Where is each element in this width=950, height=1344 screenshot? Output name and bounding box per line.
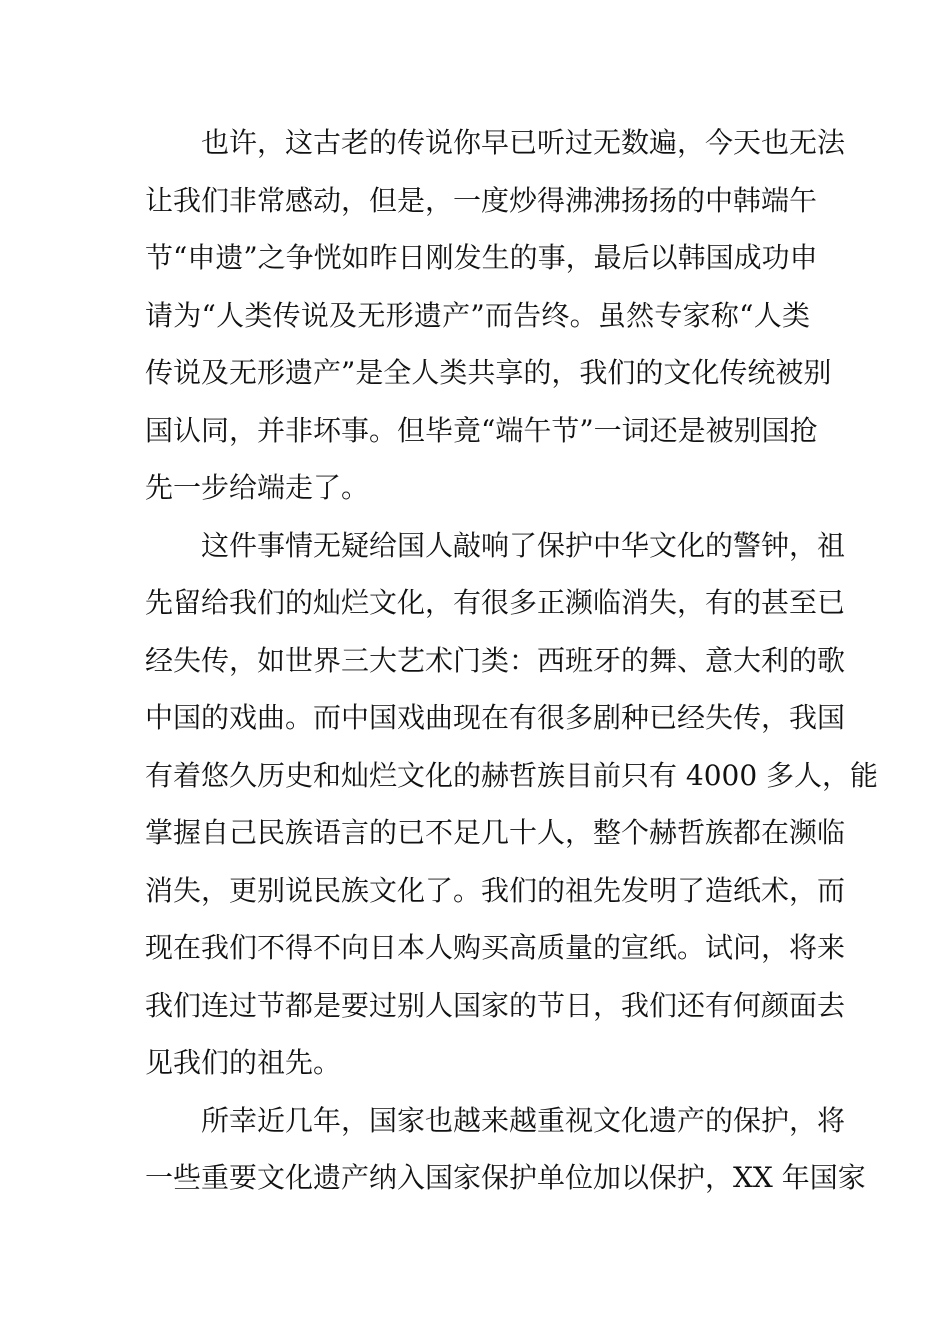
text-line: 所幸近几年，国家也越来越重视文化遗产的保护，将 xyxy=(201,1103,846,1137)
paragraph-2 xyxy=(145,523,879,1098)
text-line: 一些重要文化遗产纳入国家保护单位加以保护，XX 年国家 xyxy=(145,1161,866,1194)
text-line: 中国的戏曲。而中国戏曲现在有很多剧种已经失传，我国 xyxy=(145,701,846,734)
paragraph-1 xyxy=(145,120,846,523)
text-line: 有着悠久历史和灿烂文化的赫哲族目前只有 4000 多人，能 xyxy=(145,758,879,792)
text-line: 先留给我们的灿烂文化，有很多正濒临消失，有的甚至已 xyxy=(145,586,846,619)
text-line: 现在我们不得不向日本人购买高质量的宣纸。试问，将来 xyxy=(145,931,846,964)
text-line: 消失，更别说民族文化了。我们的祖先发明了造纸术，而 xyxy=(145,873,846,907)
text-line: 掌握自己民族语言的已不足几十人，整个赫哲族都在濒临 xyxy=(145,816,846,849)
text-line: 经失传，如世界三大艺术门类：西班牙的舞、意大利的歌 xyxy=(145,643,846,677)
text-line: 也许，这古老的传说你早已听过无数遍，今天也无法 xyxy=(201,126,846,159)
text-line: 先一步给端走了。 xyxy=(145,471,370,504)
text-line: 我们连过节都是要过别人国家的节日，我们还有何颜面去 xyxy=(145,988,846,1022)
body-text xyxy=(145,120,879,1213)
text-line: 让我们非常感动，但是，一度炒得沸沸扬扬的中韩端午 xyxy=(145,183,818,217)
text-line: 国认同，并非坏事。但毕竟“端午节”一词还是被别国抢 xyxy=(145,413,818,447)
text-line: 请为“人类传说及无形遗产”而告终。虽然专家称“人类 xyxy=(145,298,810,332)
text-line: 见我们的祖先。 xyxy=(145,1046,342,1079)
text-line: 节“申遗”之争恍如昨日刚发生的事，最后以韩国成功申 xyxy=(145,241,818,274)
paragraph-3 xyxy=(145,1098,866,1213)
text-line: 传说及无形遗产”是全人类共享的，我们的文化传统被别 xyxy=(145,356,832,389)
text-line: 这件事情无疑给国人敲响了保护中华文化的警钟，祖 xyxy=(201,528,846,562)
